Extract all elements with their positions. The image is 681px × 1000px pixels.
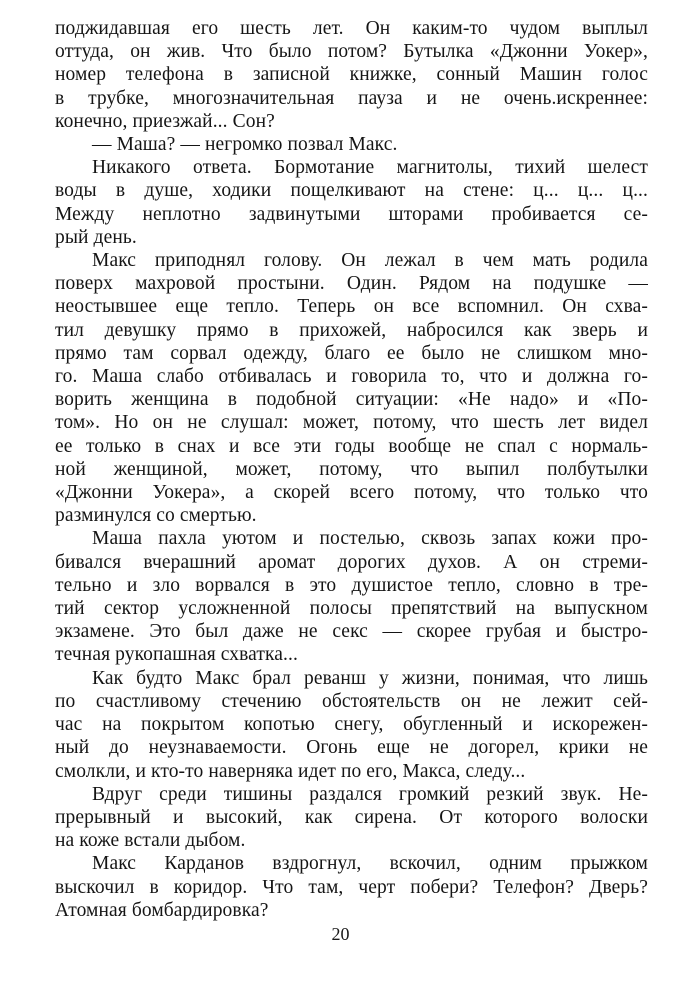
paragraph [55,17,648,133]
text-line: ный до неузнаваемости. Огонь еще не догорел, крики не [55,737,648,759]
text-line: Между неплотно задвинутыми шторами пробивается се- [55,203,648,225]
text-line: тил девушку прямо в прихожей, набросился как зверь и [55,319,648,341]
text-line: тий сектор усложненной полосы препятствий на выпускном [55,598,648,620]
paragraph [55,667,648,783]
text-line: Вдруг среди тишины раздался громкий резкий звук. Не- [92,783,648,805]
text-line: неостывшее еще тепло. Теперь он все вспомнил. Он схва- [55,296,648,318]
text-line: экзамене. Это был даже не секс — скорее грубая и быстро- [55,621,648,643]
text-line: Атомная бомбардировка? [55,899,269,921]
page-text [55,17,648,922]
text-line: Как будто Макс брал реванш у жизни, понимая, что лишь [92,667,648,689]
text-line: том». Но он не слушал: может, потому, что шесть лет видел [55,412,648,434]
text-line: час на покрытом копотью снегу, обугленный и искорежен- [55,714,648,736]
text-line: го. Маша слабо отбивалась и говорила то, что и должна го- [55,366,648,388]
text-line: бивался вчерашний аромат дорогих духов. А он стреми- [55,551,648,573]
text-line: прямо там сорвал одежду, благо ее было не слишком мно- [55,342,648,364]
paragraph [55,527,648,666]
paragraph [55,249,648,527]
paragraph [55,156,648,249]
text-line: смолкли, и кто-то наверняка идет по его, Макса, следу... [55,760,526,782]
text-line: «Джонни Уокера», а скорей всего потому, что только что [55,482,648,504]
text-line: выскочил в коридор. Что там, черт побери? Телефон? Дверь? [55,876,648,898]
text-line: ной женщиной, может, потому, что выпил полбутылки [55,458,648,480]
paragraph [55,783,648,853]
text-line: по счастливому стечению обстоятельств он не лежит сей- [55,690,648,712]
text-line: в трубке, многозначительная пауза и не очень.искреннее: [55,87,648,109]
paragraph [55,133,648,156]
text-line: конечно, приезжай... Сон? [55,110,275,132]
text-line: разминулся со смертью. [55,505,257,527]
text-line: Макс приподнял голову. Он лежал в чем мать родила [92,250,648,272]
text-line: тельно и зло ворвался в это душистое тепло, словно в тре- [55,574,648,596]
text-line: Макс Карданов вздрогнул, вскочил, одним прыжком [92,853,648,875]
page-number: 20 [331,924,350,944]
text-line: течная рукопашная схватка... [55,644,298,666]
text-line: — Маша? — негромко позвал Макс. [92,134,398,156]
text-line: рый день. [55,226,137,248]
text-line: поджидавшая его шесть лет. Он каким-то чудом выплыл [55,18,648,39]
text-line: номер телефона в записной книжке, сонный Машин голос [55,64,648,86]
text-line: оттуда, он жив. Что было потом? Бутылка «Джонни Уокер», [55,41,648,63]
text-line: ворить женщина в подобной ситуации: «Не надо» и «По- [55,389,648,411]
text-line: прерывный и высокий, как сирена. От которого волоски [55,806,648,828]
text-line: на коже встали дыбом. [55,830,246,852]
text-line: ее только в снах и все эти годы вообще не спал с нормаль- [55,435,648,457]
text-line: Маша пахла уютом и постелью, сквозь запах кожи про- [92,528,648,550]
text-line: поверх махровой простыни. Один. Рядом на подушке — [55,273,648,295]
text-line: Никакого ответа. Бормотание магнитолы, тихий шелест [92,157,648,179]
paragraph [55,852,648,922]
text-line: воды в душе, ходики пощелкивают на стене: ц... ц... ц... [55,180,648,202]
